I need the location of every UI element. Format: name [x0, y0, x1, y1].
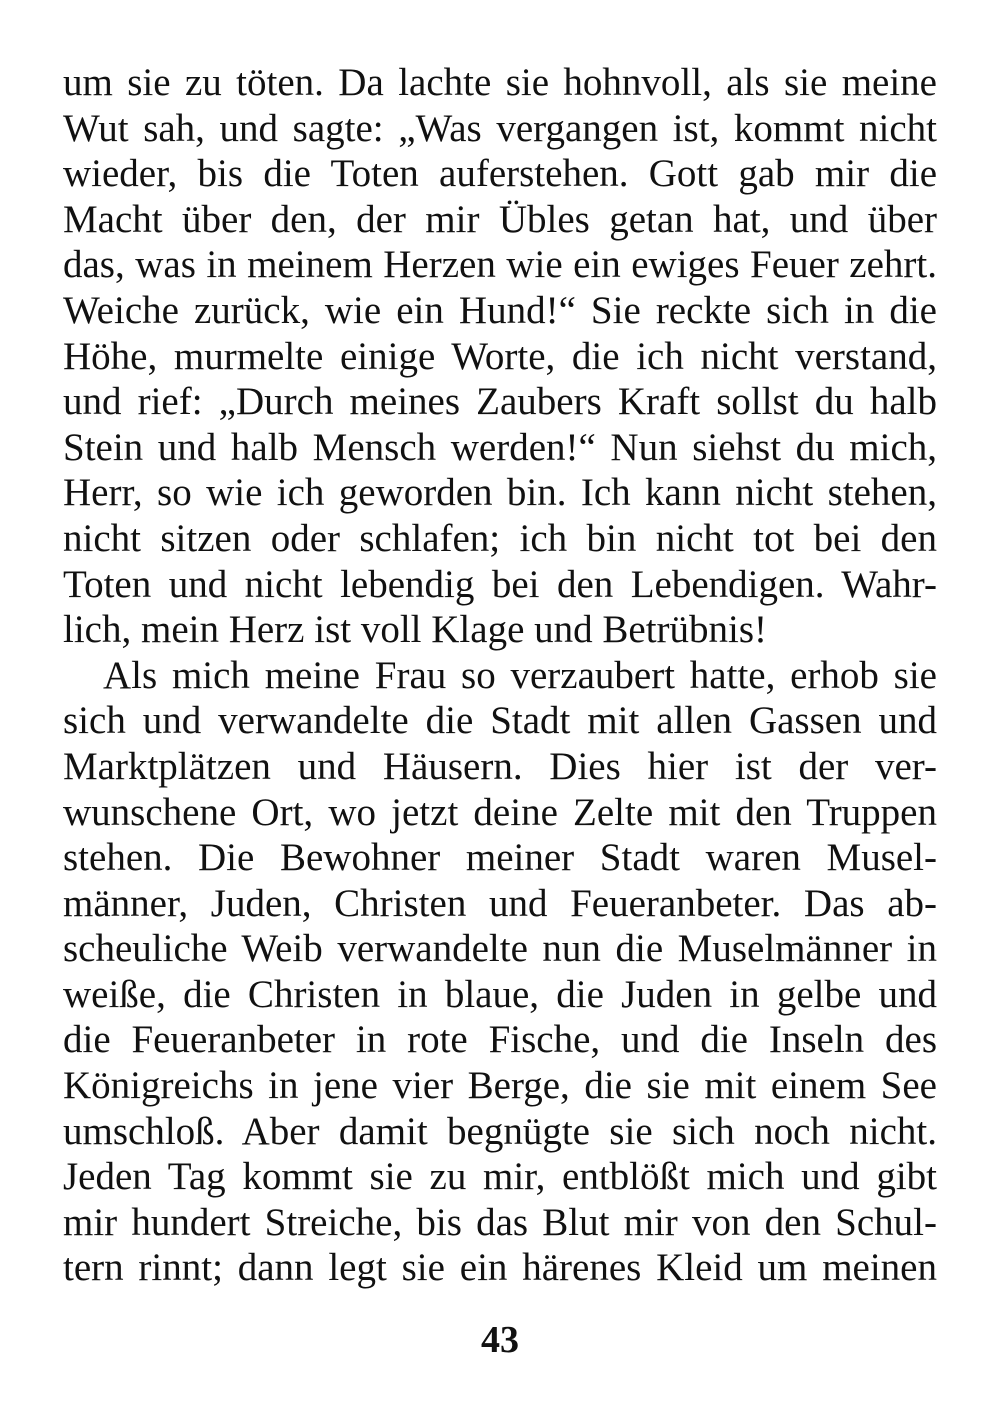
text-line: Herr, so wie ich geworden bin. Ich kann nicht stehen, — [63, 471, 937, 515]
text-line: scheuliche Weib verwandelte nun die Muselmänner in — [63, 927, 937, 971]
text-line: mir hundert Streiche, bis das Blut mir von den Schul- — [63, 1200, 937, 1244]
text-line: weiße, die Christen in blaue, die Juden in gelbe und — [63, 972, 937, 1016]
page-number: 43 — [481, 1319, 519, 1361]
paragraph-start-line: Als mich meine Frau so verzaubert hatte, erhob sie — [103, 653, 937, 697]
text-line: Macht über den, der mir Übles getan hat, und über — [63, 197, 937, 241]
text-line: Toten und nicht lebendig bei den Lebendigen. Wahr- — [63, 562, 937, 606]
body-text — [63, 60, 937, 1291]
text-line: Höhe, murmelte einige Worte, die ich nicht verstand, — [63, 334, 937, 378]
text-line: Marktplätzen und Häusern. Dies hier ist der ver- — [63, 744, 937, 788]
text-line: sich und verwandelte die Stadt mit allen Gassen und — [63, 699, 937, 743]
paragraph-end-line: lich, mein Herz ist voll Klage und Betrübnis! — [63, 608, 768, 652]
text-line: Stein und halb Mensch werden!“ Nun siehst du mich, — [63, 425, 937, 469]
text-line: Königreichs in jene vier Berge, die sie mit einem See — [63, 1064, 937, 1108]
text-line: Wut sah, und sagte: „Was vergangen ist, kommt nicht — [63, 106, 937, 150]
text-line: Weiche zurück, wie ein Hund!“ Sie reckte sich in die — [63, 288, 937, 332]
text-line: wunschene Ort, wo jetzt deine Zelte mit den Truppen — [63, 790, 937, 834]
text-line: Jeden Tag kommt sie zu mir, entblößt mich und gibt — [63, 1155, 937, 1199]
text-line: um sie zu töten. Da lachte sie hohnvoll, als sie meine — [63, 61, 937, 104]
text-line: tern rinnt; dann legt sie ein härenes Kleid um meinen — [63, 1246, 937, 1290]
text-line: die Feueranbeter in rote Fische, und die Inseln des — [63, 1018, 937, 1062]
text-line: das, was in meinem Herzen wie ein ewiges Feuer zehrt. — [63, 243, 937, 287]
text-line: umschloß. Aber damit begnügte sie sich noch nicht. — [63, 1109, 937, 1153]
text-line: und rief: „Durch meines Zaubers Kraft sollst du halb — [63, 380, 937, 424]
text-line: männer, Juden, Christen und Feueranbeter. Das ab- — [63, 881, 937, 925]
text-line: nicht sitzen oder schlafen; ich bin nicht tot bei den — [63, 516, 937, 560]
text-line: stehen. Die Bewohner meiner Stadt waren Musel- — [63, 836, 937, 880]
text-line: wieder, bis die Toten auferstehen. Gott gab mir die — [63, 152, 937, 196]
